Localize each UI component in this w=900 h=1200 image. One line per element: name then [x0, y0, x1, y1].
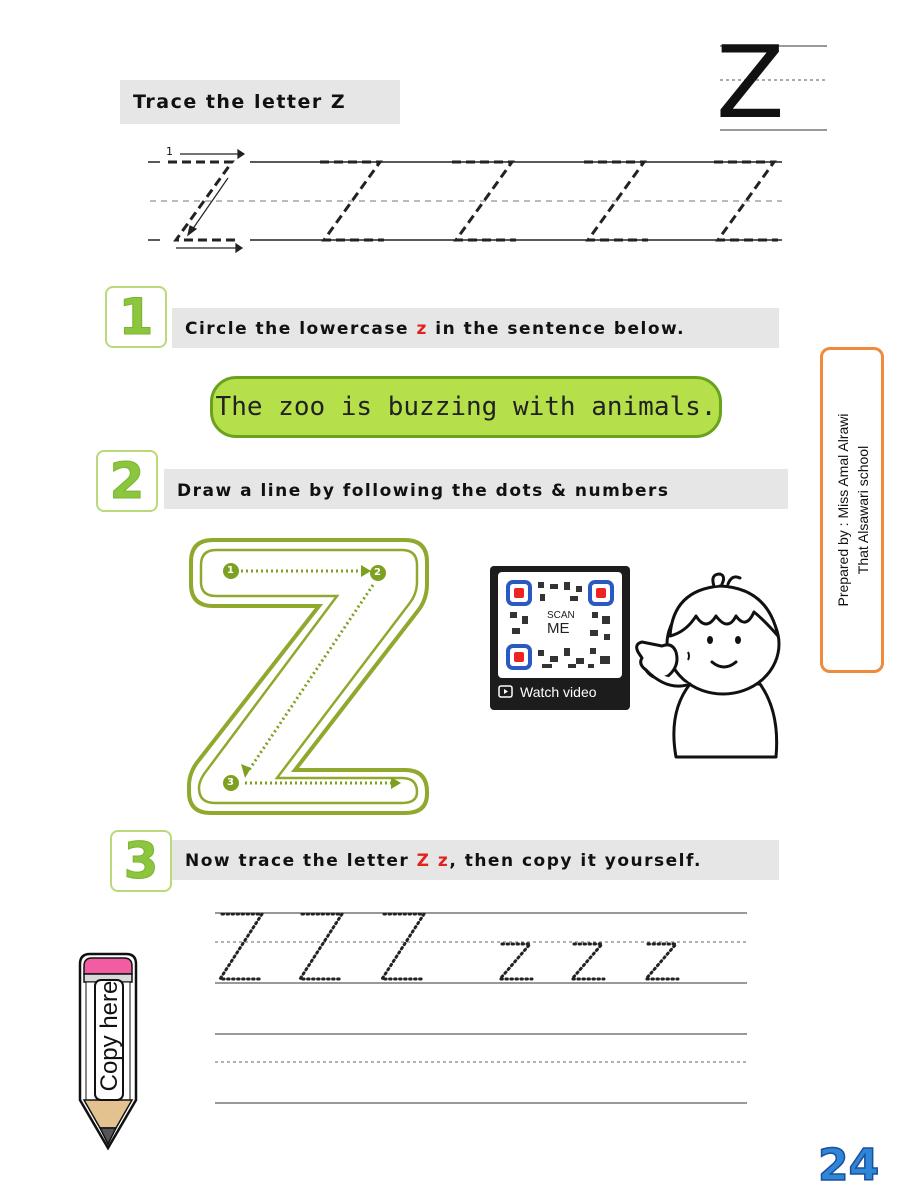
step-3-instruction — [185, 851, 702, 871]
dot-2-label: 2 — [374, 567, 381, 578]
sentence-box — [210, 376, 722, 438]
page-number: 24 — [818, 1140, 880, 1191]
step-3-badge — [110, 830, 172, 892]
qr-scan-label: SCAN — [547, 610, 575, 621]
step-3-bar — [172, 840, 779, 880]
credit-line-1: Prepared by : Miss Amal Alrawi — [835, 413, 851, 607]
step-2-badge — [96, 450, 158, 512]
qr-me-label: ME — [547, 620, 570, 637]
title-bar — [120, 80, 400, 124]
step-1-instruction-highlight: z — [416, 319, 428, 339]
step-1-number: 1 — [118, 288, 154, 346]
step-1-bar — [172, 308, 779, 348]
step-2-instruction: Draw a line by following the dots & numbers — [177, 481, 670, 501]
step-1-instruction-after: in the sentence below. — [427, 319, 686, 339]
trace-row — [140, 140, 790, 255]
dot-3-label: 3 — [227, 777, 234, 788]
reference-letter: Z — [716, 24, 785, 141]
video-play-icon — [498, 685, 514, 699]
dot-to-dot-letter — [185, 530, 435, 820]
step-2-number: 2 — [109, 452, 145, 510]
credit-text — [833, 350, 873, 670]
qr-code-card[interactable] — [490, 566, 630, 710]
handwriting-practice-lines[interactable] — [210, 905, 750, 1110]
step-2-bar — [164, 469, 788, 509]
trace-start-number: 1 — [166, 145, 173, 158]
step-1-instruction — [185, 319, 685, 339]
credit-box — [820, 347, 884, 673]
watch-video-label: Watch video — [520, 684, 597, 700]
dot-1-label: 1 — [227, 565, 234, 576]
pencil-label: Copy here — [96, 980, 123, 1092]
step-3-instruction-before: Now trace the letter — [185, 851, 417, 871]
step-1-badge — [105, 286, 167, 348]
step-3-instruction-highlight: Z z — [416, 851, 450, 871]
step-3-instruction-after: , then copy it yourself. — [449, 851, 702, 871]
credit-line-2: That Alsawari school — [855, 445, 871, 575]
boy-pointing-illustration — [628, 572, 793, 762]
step-3-number: 3 — [123, 832, 159, 890]
sentence-text: The zoo is buzzing with animals. — [215, 392, 717, 422]
step-1-instruction-before: Circle the lowercase — [185, 319, 417, 339]
watch-video-button[interactable] — [498, 684, 597, 700]
page-title: Trace the letter Z — [133, 91, 347, 113]
